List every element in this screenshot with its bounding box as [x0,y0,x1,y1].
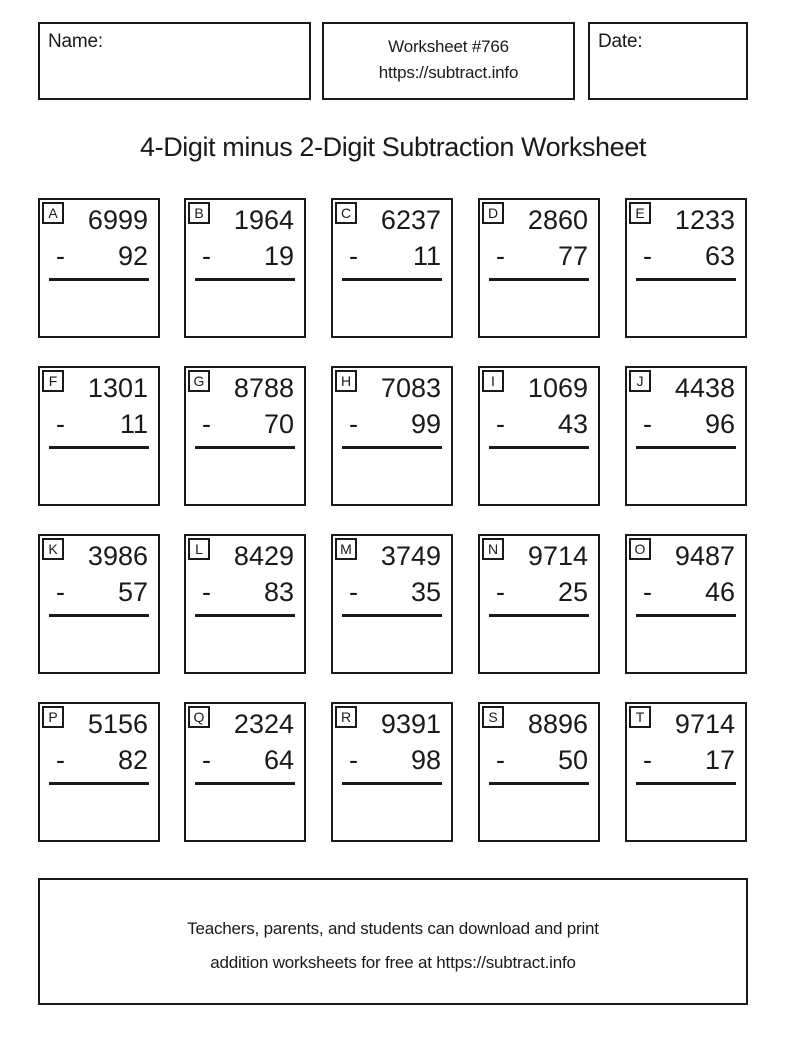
problem-label: K [42,538,64,560]
minus-operator: - [496,409,505,439]
problem-cell[interactable] [625,366,747,506]
subtrahend-line [488,408,590,440]
subtrahend-line [341,744,443,776]
minus-operator: - [349,577,358,607]
subtrahend: 25 [557,577,588,607]
minuend: 3986 [87,541,148,571]
problem-row [38,366,748,506]
problem-label: S [482,706,504,728]
subtrahend: 19 [263,241,294,271]
problem-label: P [42,706,64,728]
minus-operator: - [349,745,358,775]
problem-cell[interactable] [331,198,453,338]
minuend: 2324 [233,709,294,739]
answer-space[interactable] [194,785,296,829]
problem-label: F [42,370,64,392]
minus-operator: - [643,241,652,271]
problem-cell[interactable] [478,702,600,842]
problem-label: J [629,370,651,392]
subtrahend-line [194,744,296,776]
minuend: 4438 [674,373,735,403]
problem-cell[interactable] [38,702,160,842]
minuend: 1069 [527,373,588,403]
minus-operator: - [349,241,358,271]
subtrahend: 11 [412,241,441,271]
footer-line-2: addition worksheets for free at https://subtract.info [210,953,576,972]
problem-label: R [335,706,357,728]
problem-cell[interactable] [38,366,160,506]
subtrahend-line [635,576,737,608]
answer-space[interactable] [488,785,590,829]
problem-cell[interactable] [625,702,747,842]
problem-label: L [188,538,210,560]
subtrahend: 98 [410,745,441,775]
minus-operator: - [202,409,211,439]
minus-operator: - [56,241,65,271]
worksheet-site-url: https://subtract.info [378,63,519,82]
problem-cell[interactable] [331,534,453,674]
minuend: 9714 [674,709,735,739]
minuend: 8429 [233,541,294,571]
minus-operator: - [56,577,65,607]
minus-operator: - [202,241,211,271]
subtrahend: 63 [704,241,735,271]
minuend: 9487 [674,541,735,571]
minuend: 5156 [87,709,148,739]
answer-space[interactable] [488,449,590,493]
minuend: 3749 [380,541,441,571]
problem-label: I [482,370,504,392]
problem-cell[interactable] [184,198,306,338]
minuend: 8788 [233,373,294,403]
subtrahend: 99 [410,409,441,439]
problem-cell[interactable] [478,366,600,506]
answer-space[interactable] [48,449,150,493]
answer-space[interactable] [488,617,590,661]
subtrahend: 92 [117,241,148,271]
problem-label: H [335,370,357,392]
problem-cell[interactable] [331,366,453,506]
minus-operator: - [643,577,652,607]
answer-space[interactable] [341,785,443,829]
minus-operator: - [56,409,65,439]
answer-space[interactable] [635,281,737,325]
footer-box [38,878,748,1005]
subtrahend-line [48,240,150,272]
minus-operator: - [643,409,652,439]
answer-space[interactable] [194,617,296,661]
problem-label: T [629,706,651,728]
subtrahend-line [48,576,150,608]
minus-operator: - [496,745,505,775]
subtrahend: 35 [410,577,441,607]
problem-label: D [482,202,504,224]
subtrahend: 50 [557,745,588,775]
subtrahend: 64 [263,745,294,775]
minus-operator: - [496,241,505,271]
minuend: 7083 [380,373,441,403]
subtrahend: 57 [117,577,148,607]
subtrahend: 96 [704,409,735,439]
problem-label: E [629,202,651,224]
problem-row [38,198,748,338]
worksheet-info-box [322,22,575,100]
problem-label: Q [188,706,210,728]
date-field-box[interactable] [588,22,748,100]
subtrahend-line [341,408,443,440]
subtrahend-line [48,408,150,440]
subtrahend: 43 [557,409,588,439]
header-row [38,22,748,100]
minuend: 2860 [527,205,588,235]
problem-cell[interactable] [38,534,160,674]
subtrahend-line [488,744,590,776]
problem-cell[interactable] [478,198,600,338]
minuend: 1233 [674,205,735,235]
subtrahend-line [48,744,150,776]
minus-operator: - [202,577,211,607]
problem-label: N [482,538,504,560]
subtrahend-line [341,576,443,608]
minus-operator: - [496,577,505,607]
problem-label: G [188,370,210,392]
problem-cell[interactable] [625,198,747,338]
answer-space[interactable] [194,281,296,325]
subtrahend-line [194,240,296,272]
subtrahend-line [194,408,296,440]
problem-row [38,702,748,842]
answer-space[interactable] [48,281,150,325]
minuend: 8896 [527,709,588,739]
minus-operator: - [56,745,65,775]
answer-space[interactable] [635,449,737,493]
problem-row [38,534,748,674]
subtrahend-line [488,576,590,608]
problem-cell[interactable] [184,534,306,674]
subtrahend: 11 [119,409,148,439]
subtrahend-line [635,408,737,440]
minuend: 6999 [87,205,148,235]
problem-cell[interactable] [331,702,453,842]
page-title: 4-Digit minus 2-Digit Subtraction Worksheet [139,132,646,162]
problem-label: M [335,538,357,560]
answer-space[interactable] [194,449,296,493]
answer-space[interactable] [48,617,150,661]
footer-text [40,912,746,980]
answer-space[interactable] [488,281,590,325]
problem-cell[interactable] [38,198,160,338]
problem-label: B [188,202,210,224]
date-label: Date: [598,31,643,52]
minuend: 9714 [527,541,588,571]
subtrahend-line [488,240,590,272]
minus-operator: - [202,745,211,775]
minuend: 6237 [380,205,441,235]
problem-cell[interactable] [184,366,306,506]
problem-label: A [42,202,64,224]
name-label: Name: [48,31,103,52]
minuend: 1964 [233,205,294,235]
minuend: 1301 [87,373,148,403]
answer-space[interactable] [48,785,150,829]
problem-grid [38,198,748,870]
answer-space[interactable] [635,617,737,661]
problem-cell[interactable] [625,534,747,674]
subtrahend-line [194,576,296,608]
answer-space[interactable] [341,617,443,661]
problem-label: O [629,538,651,560]
footer-line-1: Teachers, parents, and students can download and print [187,919,599,938]
problem-label: C [335,202,357,224]
answer-space[interactable] [341,281,443,325]
subtrahend: 82 [117,745,148,775]
subtrahend: 83 [263,577,294,607]
answer-space[interactable] [341,449,443,493]
subtrahend-line [341,240,443,272]
answer-space[interactable] [635,785,737,829]
subtrahend-line [635,744,737,776]
subtrahend: 17 [704,745,735,775]
minus-operator: - [349,409,358,439]
problem-cell[interactable] [478,534,600,674]
minus-operator: - [643,745,652,775]
subtrahend: 70 [263,409,294,439]
subtrahend: 77 [557,241,588,271]
worksheet-info-lines [324,34,573,86]
worksheet-id: Worksheet #766 [388,37,509,56]
subtrahend-line [635,240,737,272]
problem-cell[interactable] [184,702,306,842]
minuend: 9391 [380,709,441,739]
name-field-box[interactable] [38,22,311,100]
subtrahend: 46 [704,577,735,607]
